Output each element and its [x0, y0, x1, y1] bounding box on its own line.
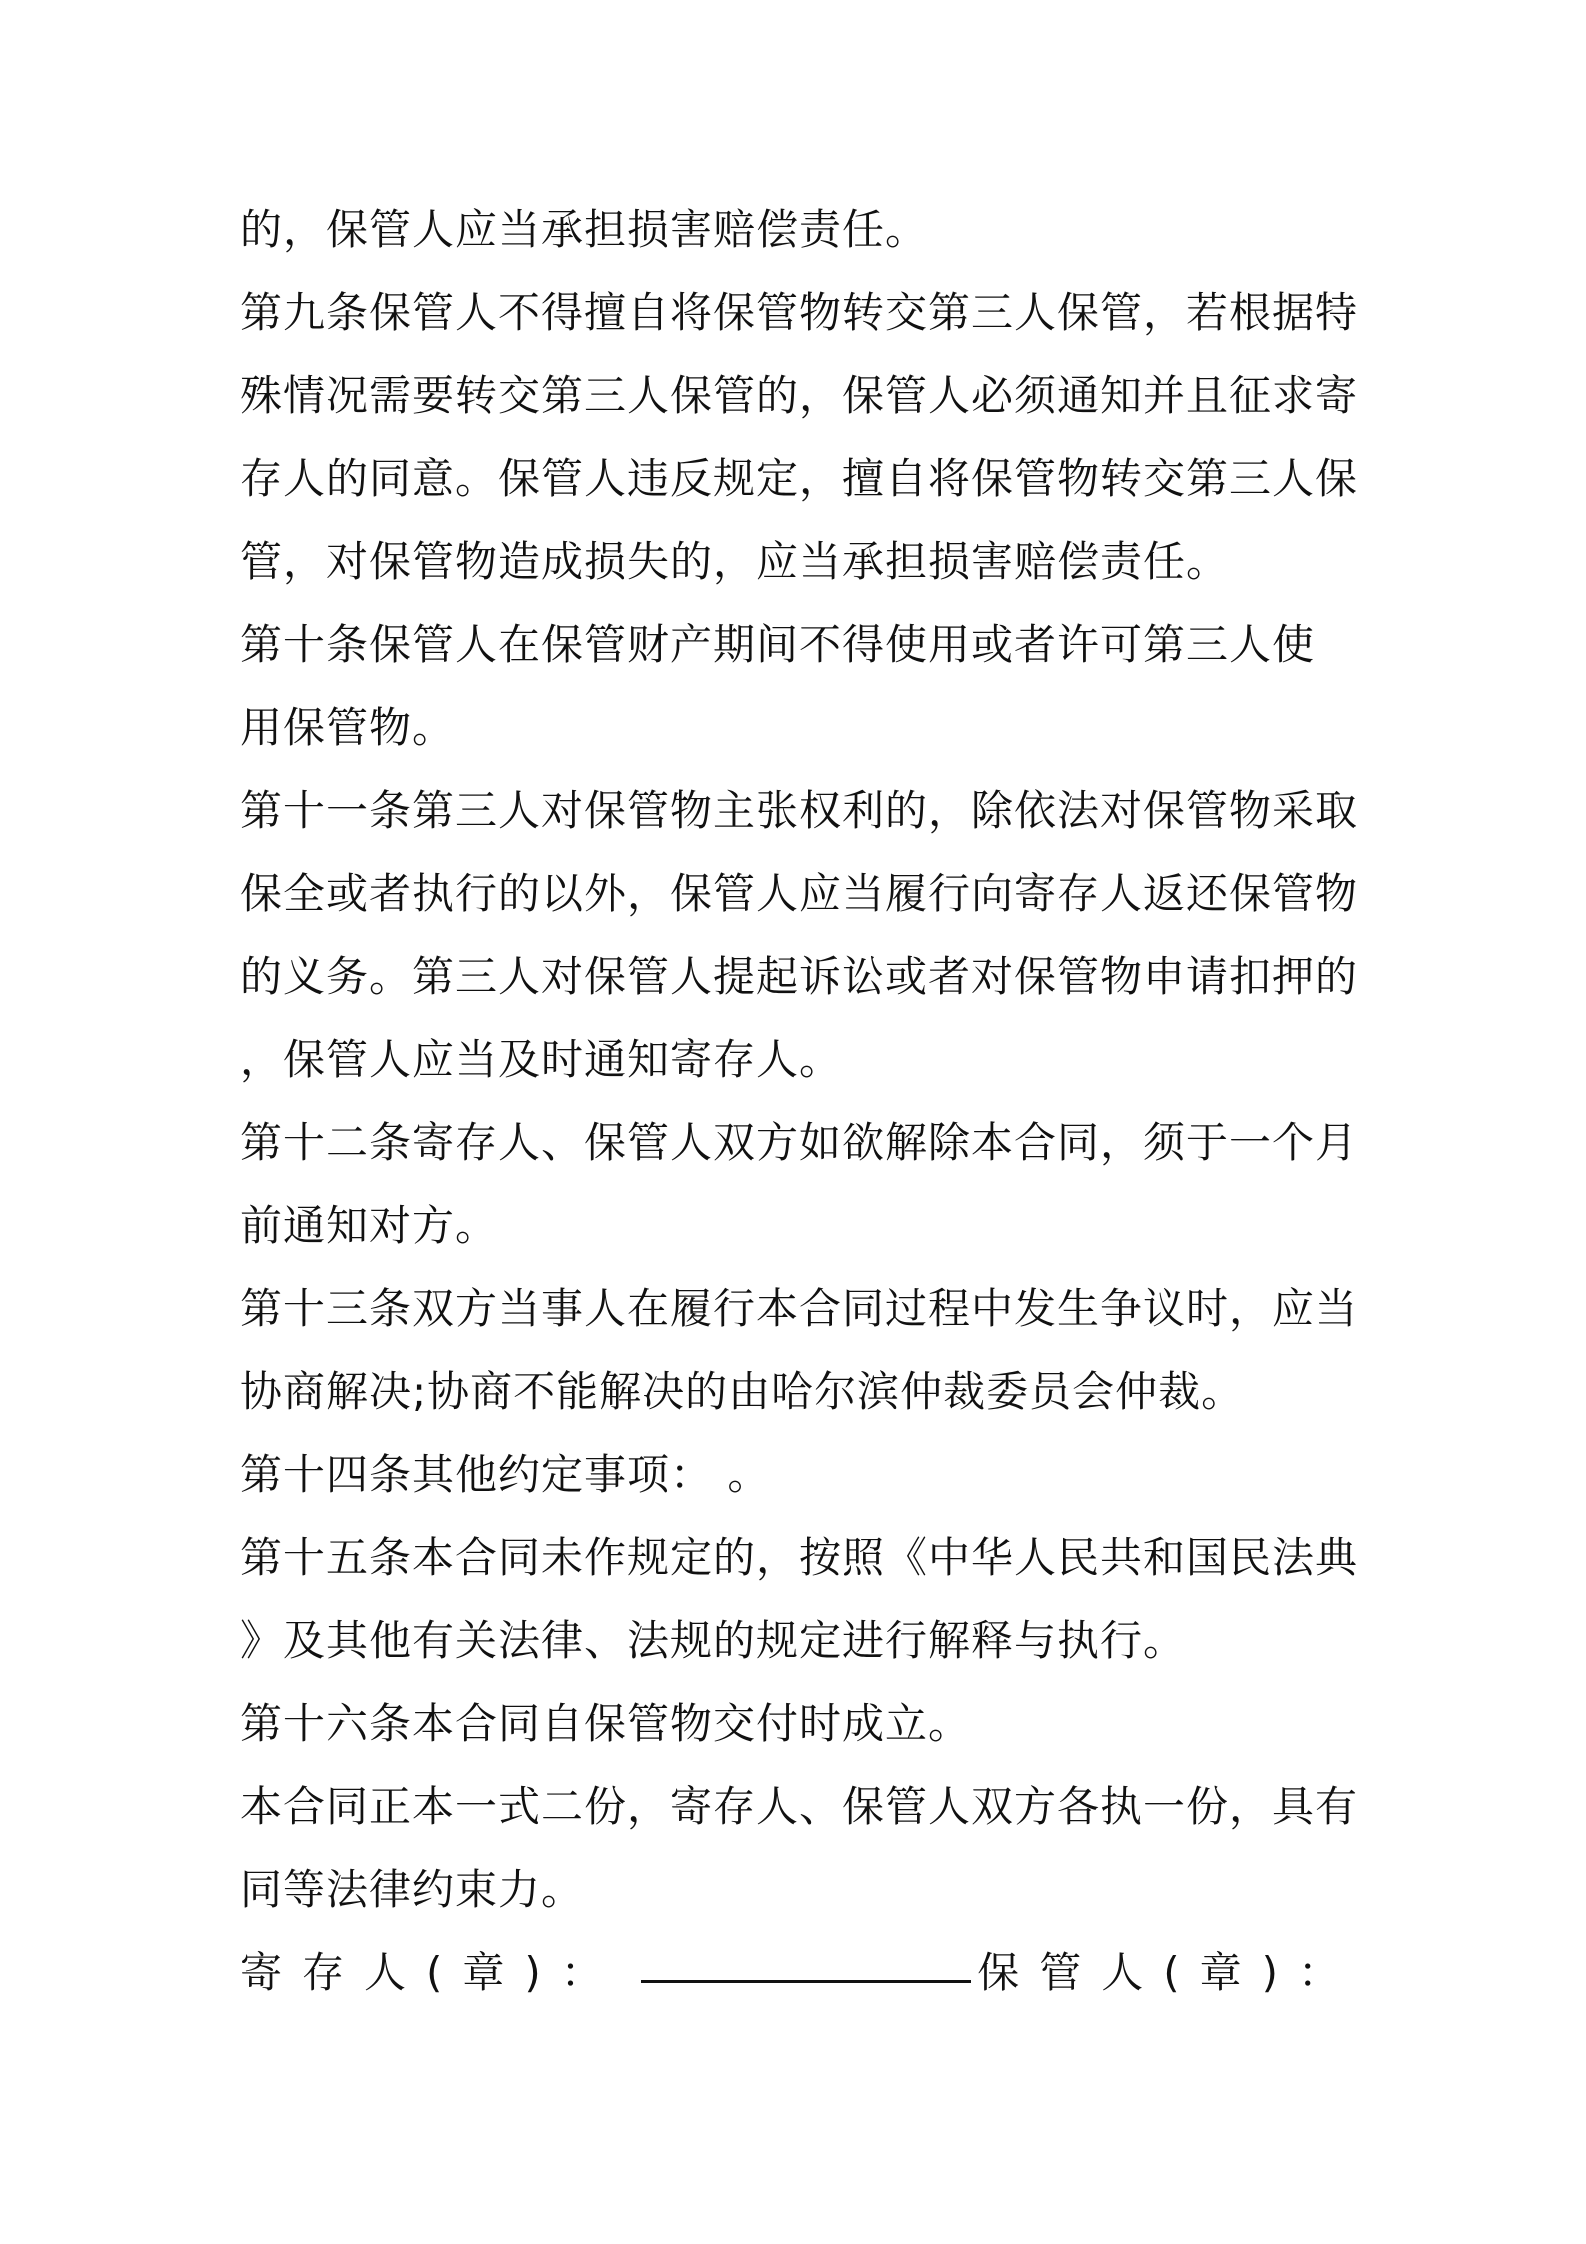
text-line: 第十三条双方当事人在履行本合同过程中发生争议时，应当 [240, 1284, 1359, 1333]
text-line: 保全或者执行的以外，保管人应当履行向寄存人返还保管物 [240, 869, 1359, 918]
text-line: ，保管人应当及时通知寄存人。 [240, 1035, 843, 1084]
text-line: 殊情况需要转交第三人保管的，保管人必须通知并且征求寄 [240, 371, 1359, 420]
text-line: 第十二条寄存人、保管人双方如欲解除本合同，须于一个月 [240, 1118, 1359, 1167]
text-line: 本合同正本一式二份，寄存人、保管人双方各执一份，具有 [240, 1782, 1359, 1831]
text-line: 管，对保管物造成损失的，应当承担损害赔偿责任。 [240, 537, 1230, 586]
text-line: 用保管物。 [240, 703, 456, 752]
custodian-seal-label: 保管人(章)： [977, 1948, 1360, 1997]
text-line: 协商解决;协商不能解决的由哈尔滨仲裁委员会仲裁。 [240, 1367, 1245, 1416]
contract-text [240, 188, 1360, 2014]
text-line: 第十一条第三人对保管物主张权利的，除依法对保管物采取 [240, 786, 1359, 835]
text-line: 》及其他有关法律、法规的规定进行解释与执行。 [240, 1616, 1187, 1665]
text-line: 第十条保管人在保管财产期间不得使用或者许可第三人使 [240, 620, 1316, 669]
depositor-seal-label: 寄存人(章)： [240, 1948, 623, 1997]
text-line: 第十四条其他约定事项： 。 [240, 1450, 771, 1499]
text-line: 前通知对方。 [240, 1201, 499, 1250]
text-line: 第九条保管人不得擅自将保管物转交第三人保管，若根据特 [240, 288, 1359, 337]
text-line: 的义务。第三人对保管人提起诉讼或者对保管物申请扣押的 [240, 952, 1359, 1001]
signature-blank-line [641, 1940, 971, 1983]
text-line: 第十六条本合同自保管物交付时成立。 [240, 1699, 972, 1748]
text-line: 的，保管人应当承担损害赔偿责任。 [240, 205, 929, 254]
text-line: 同等法律约束力。 [240, 1865, 585, 1914]
text-line: 第十五条本合同未作规定的，按照《中华人民共和国民法典 [240, 1533, 1359, 1582]
text-line: 存人的同意。保管人违反规定，擅自将保管物转交第三人保 [240, 454, 1359, 503]
signature-row [240, 1931, 1360, 2014]
